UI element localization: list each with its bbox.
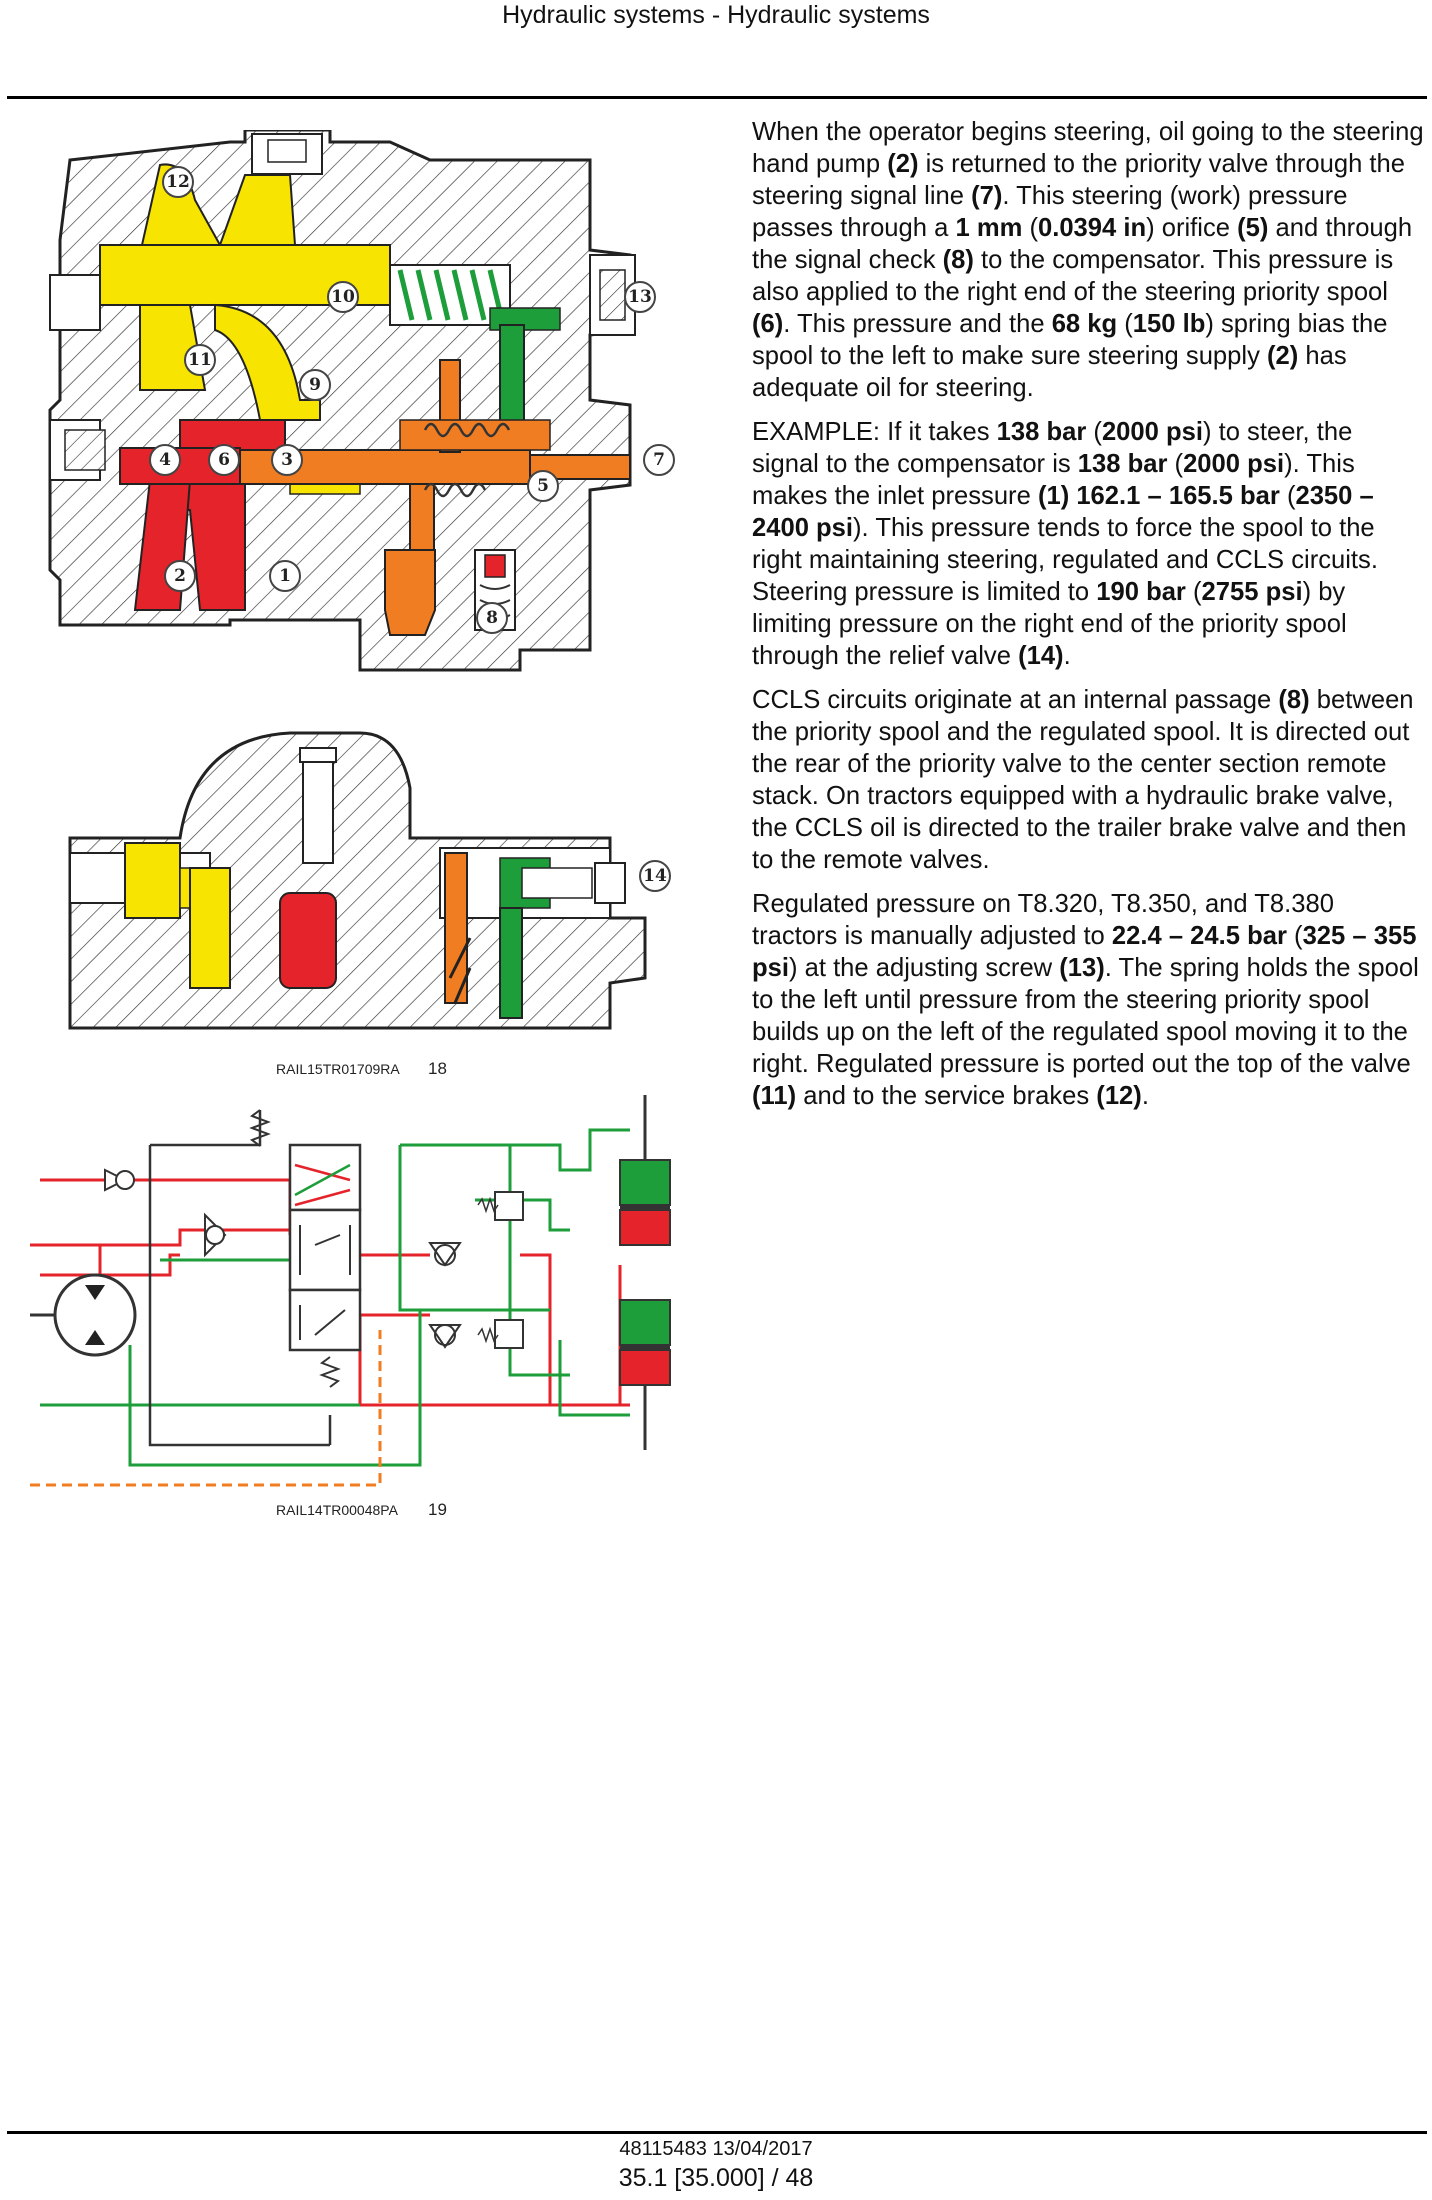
footer-document-id: 48115483 13/04/2017 — [619, 2138, 813, 2160]
footer-divider — [7, 2131, 1427, 2134]
left-plug-upper — [50, 275, 100, 330]
priority-valve-rear-section-diagram — [30, 728, 710, 1058]
figure-19-number: 19 — [428, 1500, 447, 1519]
check-valve-right-top — [430, 1243, 460, 1265]
callout-11 — [185, 345, 215, 375]
pressure-port — [280, 893, 336, 988]
callout-10 — [328, 282, 358, 312]
priority-valve-cutaway-diagram — [30, 130, 710, 680]
svg-text:5: 5 — [537, 476, 549, 496]
check-valve-steering — [205, 1215, 225, 1255]
header-divider — [7, 96, 1427, 99]
svg-text:6: 6 — [218, 450, 230, 470]
paragraph-example: EXAMPLE: If it takes 138 bar (2000 psi) to steer, the signal to the compensator is 138 bar (2000 psi). This makes the inlet pressure (1) 162.1 – 165.5 bar (2350 – 2400 psi). This pressure tends to force the spool to the right maintaining steering, regulated and CCLS circuits. Steering pressure is limited to 190 bar (2755 psi) by limiting pressure on the right end of the priority spool through the relief valve (14). — [752, 418, 1378, 670]
svg-text:11: 11 — [188, 350, 212, 370]
svg-text:14: 14 — [643, 866, 667, 886]
svg-text:4: 4 — [159, 450, 171, 470]
footer-page-number: 35.1 [35.000] / 48 — [618, 2164, 814, 2192]
figure-18-caption: RAIL15TR01709RA — [276, 1061, 400, 1077]
check-valve-right-bottom — [430, 1325, 460, 1347]
regulated-spool-end — [125, 843, 180, 918]
paragraph-ccls-circuits: CCLS circuits originate at an internal passage (8) between the priority spool and the regulated spool. It is directed out the rear of the priority valve to the center section remote stack. On tractors equipped with a hydraulic brake valve, the CCLS oil is directed to the trailer brake valve and then to the remote valves. — [752, 686, 1414, 874]
page-header-title: Hydraulic systems - Hydraulic systems — [502, 1, 930, 29]
callout-7 — [644, 445, 674, 475]
svg-text:12: 12 — [166, 172, 190, 192]
figure-19-caption: RAIL14TR00048PA — [276, 1502, 398, 1518]
relief-valve-upper — [478, 1192, 523, 1220]
signal-check-body — [385, 550, 435, 635]
callout-1 — [270, 561, 300, 591]
callout-6 — [209, 445, 239, 475]
callout-12 — [163, 167, 193, 197]
paragraph-regulated-pressure: Regulated pressure on T8.320, T8.350, and T8.380 tractors is manually adjusted to 22.4 – 24.5 bar (325 – 355 psi) at the adjusting screw (13). The spring holds the spool to the left until pressure from the steering priority spool builds up on the left of the regulated spool moving it to the right. Regulated pressure is ported out the top of the valve (11) and to the service brakes (12). — [752, 890, 1419, 1110]
hydraulic-pump-symbol — [30, 1275, 135, 1355]
svg-text:7: 7 — [653, 450, 665, 470]
priority-spool-valve-symbol — [252, 1110, 360, 1387]
svg-text:10: 10 — [331, 287, 355, 307]
svg-text:3: 3 — [281, 450, 293, 470]
priority-valve-hydraulic-schematic — [30, 1095, 710, 1495]
svg-text:13: 13 — [628, 287, 652, 307]
body-text-column — [752, 116, 1424, 1124]
callout-2 — [165, 561, 195, 591]
callout-14 — [640, 861, 670, 891]
svg-text:1: 1 — [279, 566, 291, 586]
callout-9 — [300, 370, 330, 400]
check-valve-inlet — [105, 1170, 134, 1190]
return-passage — [500, 325, 524, 425]
svg-text:2: 2 — [174, 566, 186, 586]
callout-4 — [150, 445, 180, 475]
callout-13 — [625, 282, 655, 312]
steering-cylinder-upper — [620, 1095, 670, 1245]
relief-valve-lower — [478, 1320, 523, 1348]
figure-18-number: 18 — [428, 1059, 447, 1078]
steering-cylinder-lower — [620, 1300, 670, 1450]
relief-return-passage — [500, 908, 522, 1018]
callout-8 — [477, 603, 507, 633]
callout-5 — [528, 471, 558, 501]
callout-3 — [272, 445, 302, 475]
svg-text:9: 9 — [309, 375, 321, 395]
svg-text:8: 8 — [486, 608, 498, 628]
paragraph-steering-signal: When the operator begins steering, oil going to the steering hand pump (2) is returned to the priority valve through the steering signal line (7). This steering (work) pressure passes through a 1 mm (0.0394 in) orifice (5) and through the signal check (8) to the compensator. This pressure is also applied to the right end of the steering priority spool (6). This pressure and the 68 kg (150 lb) spring bias the spool to the left to make sure steering supply (2) has adequate oil for steering. — [752, 118, 1424, 402]
